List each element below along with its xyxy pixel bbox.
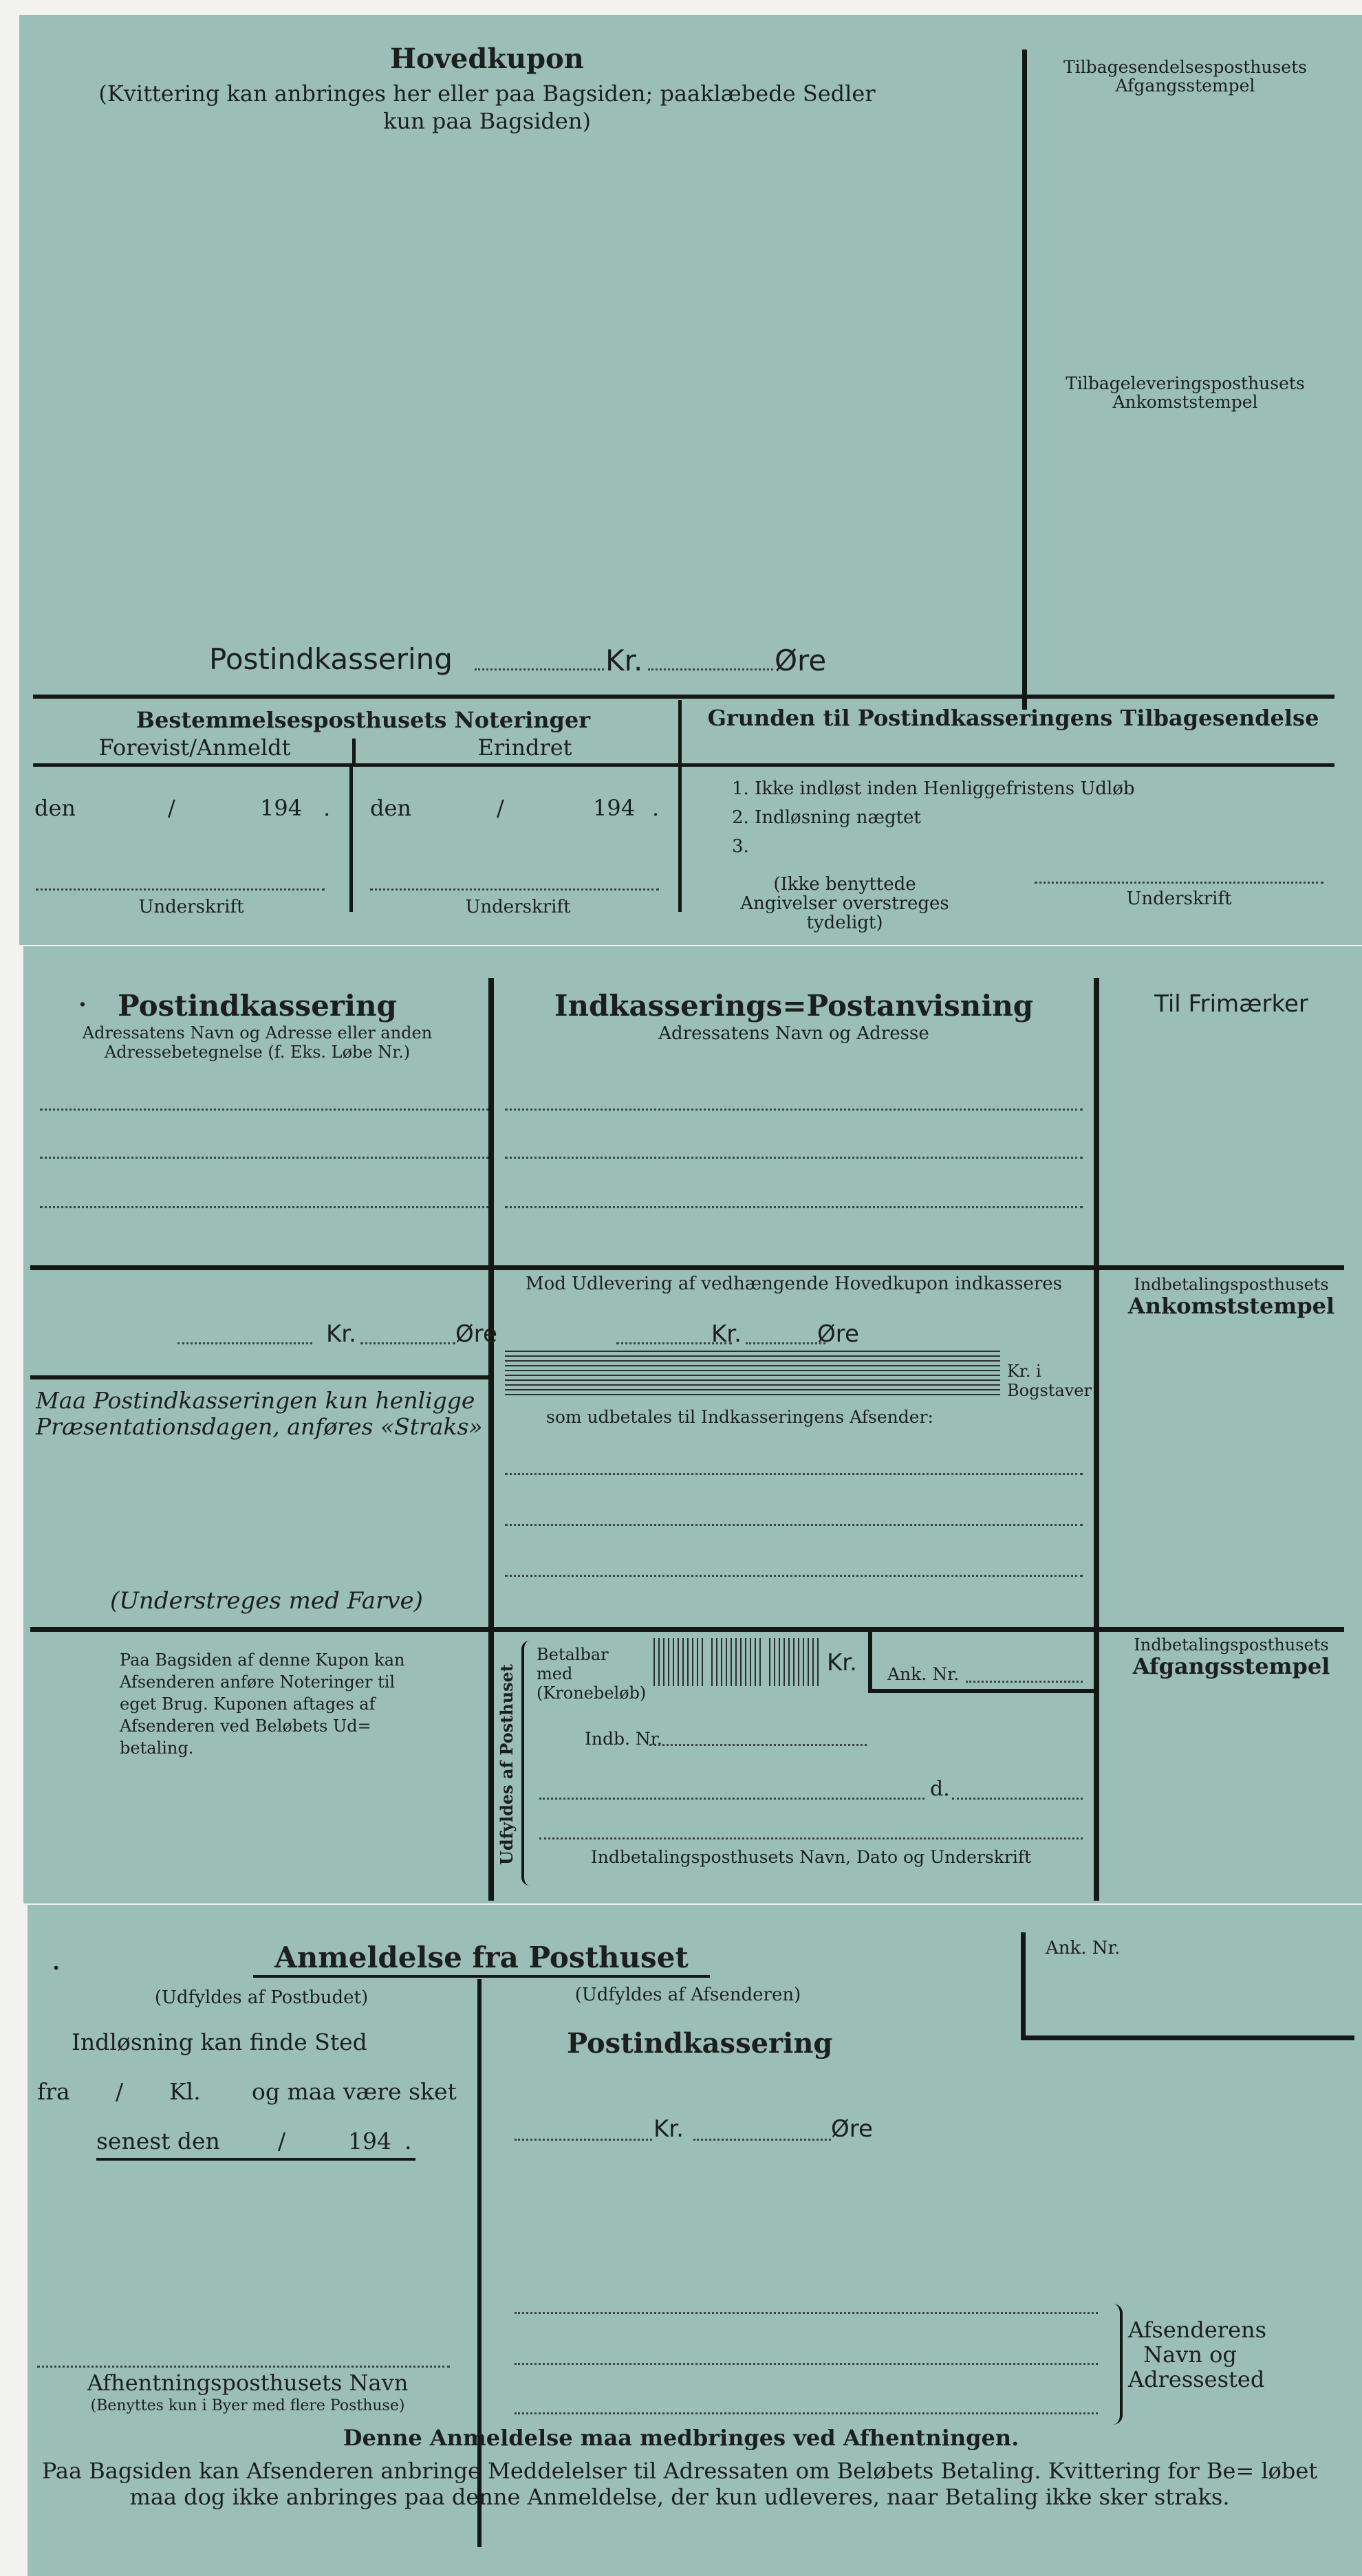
- afsender-address-line-3[interactable]: [515, 2412, 1098, 2414]
- afsender-bracket: [1110, 2304, 1123, 2425]
- senest-dot: .: [404, 2128, 412, 2154]
- ankomststempel-label: Tilbageleveringsposthusets Ankomststempel: [1066, 373, 1305, 412]
- medbringes-text: Denne Anmeldelse maa medbringes ved Afhentningen.: [343, 2425, 1019, 2451]
- notes-col-divider-small: [352, 739, 356, 763]
- betalbar-label: Betalbar med (Kronebeløb): [537, 1645, 647, 1703]
- bottom-kr-label: Kr.: [653, 2115, 684, 2143]
- kl-label: Kl.: [169, 2078, 201, 2105]
- left-address-line-2[interactable]: [40, 1157, 494, 1159]
- kr-field[interactable]: [475, 668, 604, 670]
- hovedkupon-sheet: [19, 15, 1362, 945]
- left-address-line-1[interactable]: [40, 1109, 494, 1111]
- mid-rule-1: [30, 1265, 1344, 1270]
- kronebelob-box-3[interactable]: [769, 1638, 820, 1686]
- year-2: 194: [593, 795, 636, 821]
- udfyldes-postbud: (Udfyldes af Postbudet): [154, 1987, 369, 2008]
- noteringer-title: Bestemmelsesposthusets Noteringer: [136, 707, 591, 733]
- afsender-address-line-1[interactable]: [515, 2312, 1098, 2314]
- reason-3: 3.: [732, 836, 749, 857]
- afsender-line-3[interactable]: [505, 1575, 1083, 1577]
- dot-1: .: [323, 795, 331, 821]
- forevist-label: Forevist/Anmeldt: [98, 734, 291, 761]
- bottom-postindk-title: Postindkassering: [567, 2027, 833, 2060]
- bracket-line: [521, 1641, 532, 1886]
- kr-bogstaver-field[interactable]: [505, 1351, 1000, 1399]
- ank-nr-label: Ank. Nr.: [887, 1664, 960, 1684]
- indbet-afg-big: Afgangsstempel: [1132, 1653, 1330, 1679]
- postanvisning-sheet: [23, 946, 1362, 1903]
- afsender-line-2[interactable]: [505, 1524, 1083, 1526]
- postindkassering-label: Postindkassering: [209, 642, 453, 676]
- slash-2: /: [497, 795, 504, 821]
- center-subtitle: Adressatens Navn og Adresse: [658, 1023, 929, 1044]
- kr-bogstaver-label: Kr. i Bogstaver: [1007, 1362, 1092, 1400]
- center-kr-label: Kr.: [711, 1320, 742, 1348]
- kr-label: Kr.: [605, 644, 643, 677]
- place-field[interactable]: [539, 1798, 925, 1800]
- reason-1: 1. Ikke indløst inden Henliggefristens Udløb: [732, 778, 1135, 799]
- ank-nr-field[interactable]: [966, 1681, 1083, 1683]
- farve-note: (Understreges med Farve): [110, 1587, 423, 1615]
- left-rule-2: [30, 1375, 491, 1379]
- center-title: Indkasserings=Postanvisning: [554, 989, 1034, 1023]
- signature-line-2[interactable]: [370, 888, 659, 891]
- hovedkupon-title: Hovedkupon: [390, 43, 584, 75]
- top-section-rule: [33, 695, 1334, 699]
- til-frimaerker: Til Frimærker: [1154, 990, 1308, 1018]
- notes-col-divider: [349, 766, 353, 912]
- maa-label: og maa være sket: [252, 2078, 457, 2105]
- betalbar-kr: Kr.: [827, 1649, 857, 1677]
- grunden-title: Grunden til Postindkasseringens Tilbagesendelse: [707, 705, 1319, 731]
- strike-note: (Ikke benyttede Angivelser overstreges tydeligt): [740, 874, 949, 933]
- left-address-line-3[interactable]: [40, 1206, 494, 1208]
- title-underline: [253, 1975, 710, 1978]
- notes-reasons-divider: [678, 700, 682, 912]
- top-vertical-divider: [1022, 50, 1027, 710]
- left-ore-field[interactable]: [360, 1342, 455, 1344]
- signature-line-1[interactable]: [36, 888, 325, 891]
- date-field[interactable]: [952, 1798, 1083, 1800]
- mod-text: Mod Udlevering af vedhængende Hovedkupon indkasseres: [525, 1274, 1063, 1294]
- ore-field[interactable]: [648, 668, 773, 670]
- reason-signature-label: Underskrift: [1126, 888, 1232, 909]
- senest-year: 194: [348, 2128, 391, 2154]
- reason-2: 2. Indløsning nægtet: [732, 807, 921, 828]
- afsender-line-1[interactable]: [505, 1473, 1083, 1475]
- signature-label-2: Underskrift: [465, 897, 571, 917]
- afsender-address-line-2[interactable]: [515, 2363, 1098, 2365]
- indbet-ank-small: Indbetalingsposthusets: [1134, 1275, 1329, 1294]
- left-kr-label: Kr.: [326, 1320, 356, 1348]
- kronebelob-box-2[interactable]: [711, 1638, 762, 1686]
- mid-rule-3: [30, 1627, 1344, 1632]
- anmeldelse-sheet: [28, 1905, 1362, 2576]
- bottom-ore-field[interactable]: [693, 2139, 831, 2141]
- bottom-ore-label: Øre: [831, 2115, 873, 2143]
- senest-label: senest den: [96, 2128, 220, 2154]
- d-label: d.: [930, 1777, 950, 1801]
- den-label-1: den: [34, 795, 76, 821]
- udfyldes-afsender: (Udfyldes af Afsenderen): [574, 1985, 801, 2005]
- bottom-kr-field[interactable]: [515, 2139, 652, 2141]
- kronebelob-box-1[interactable]: [653, 1638, 704, 1686]
- reason-signature-line[interactable]: [1035, 882, 1323, 884]
- center-address-line-2[interactable]: [505, 1157, 1083, 1159]
- mid-right-divider: [1094, 978, 1099, 1901]
- udbetales-text: som udbetales til Indkasseringens Afsender:: [546, 1407, 933, 1427]
- indb-nr-label: Indb. Nr.: [585, 1729, 662, 1749]
- signature-label-1: Underskrift: [138, 897, 244, 917]
- indb-nr-field[interactable]: [649, 1744, 867, 1746]
- center-address-line-3[interactable]: [505, 1206, 1083, 1208]
- afsender-label: Afsenderens Navn og Adressested: [1128, 2317, 1267, 2392]
- center-ore-label: Øre: [817, 1320, 859, 1348]
- bottom-dot: .: [52, 1949, 61, 1975]
- senest-underline: [96, 2158, 415, 2161]
- afhentning-label: Afhentningsposthusets Navn: [87, 2370, 409, 2396]
- notes-header-rule: [33, 763, 1334, 767]
- left-kr-field[interactable]: [177, 1342, 312, 1344]
- footer-text: Paa Bagsiden kan Afsenderen anbringe Meddelelser til Adressaten om Beløbets Betaling. Kvittering for Be= løbet maa dog ikke anbringes paa denne Anmeldelse, der kun udleveres, naar Betaling ikke sker straks.: [41, 2458, 1318, 2510]
- indbet-footer: Indbetalingsposthusets Navn, Dato og Underskrift: [590, 1847, 1032, 1867]
- hovedkupon-subtitle: (Kvittering kan anbringes her eller paa Bagsiden; paaklæbede Sedler kun paa Bagsiden): [98, 80, 876, 134]
- dot-2: .: [652, 795, 660, 821]
- afgangsstempel-label: Tilbagesendelsesposthusets Afgangsstempel: [1063, 57, 1307, 96]
- erindret-label: Erindret: [477, 734, 572, 761]
- bottom-ank-nr: Ank. Nr.: [1046, 1938, 1121, 1958]
- afhentning-sub: (Benyttes kun i Byer med flere Posthuse): [90, 2397, 405, 2414]
- year-1: 194: [260, 795, 303, 821]
- bagside-note: Paa Bagsiden af denne Kupon kan Afsenderen anføre Noteringer til eget Brug. Kuponen aftages af Afsenderen ved Beløbets Ud= betaling.: [120, 1650, 405, 1758]
- afhentning-field[interactable]: [37, 2366, 450, 2368]
- ore-label: Øre: [775, 644, 827, 677]
- left-dot: .: [78, 985, 87, 1012]
- center-address-line-1[interactable]: [505, 1109, 1083, 1111]
- fra-label: fra: [37, 2078, 70, 2105]
- fra-slash: /: [116, 2078, 124, 2105]
- left-subtitle: Adressatens Navn og Adresse eller anden Adressebetegnelse (f. Eks. Løbe Nr.): [82, 1023, 433, 1062]
- indbet-afg-small: Indbetalingsposthusets: [1134, 1635, 1329, 1655]
- slash-1: /: [168, 795, 175, 821]
- left-title: Postindkassering: [118, 989, 397, 1023]
- den-label-2: den: [370, 795, 412, 821]
- center-ore-field[interactable]: [746, 1342, 825, 1344]
- senest-slash: /: [278, 2128, 286, 2154]
- left-ore-label: Øre: [455, 1320, 497, 1348]
- udfyldes-vertical: Udfyldes af Posthuset: [497, 1663, 517, 1865]
- straks-note: Maa Postindkasseringen kun henligge Præsentationsdagen, anføres «Straks»: [36, 1387, 483, 1440]
- anmeldelse-title: Anmeldelse fra Posthuset: [274, 1941, 689, 1974]
- signature-field[interactable]: [539, 1837, 1083, 1840]
- indbet-ank-big: Ankomststempel: [1127, 1293, 1335, 1319]
- indlosning-line: Indløsning kan finde Sted: [72, 2029, 367, 2055]
